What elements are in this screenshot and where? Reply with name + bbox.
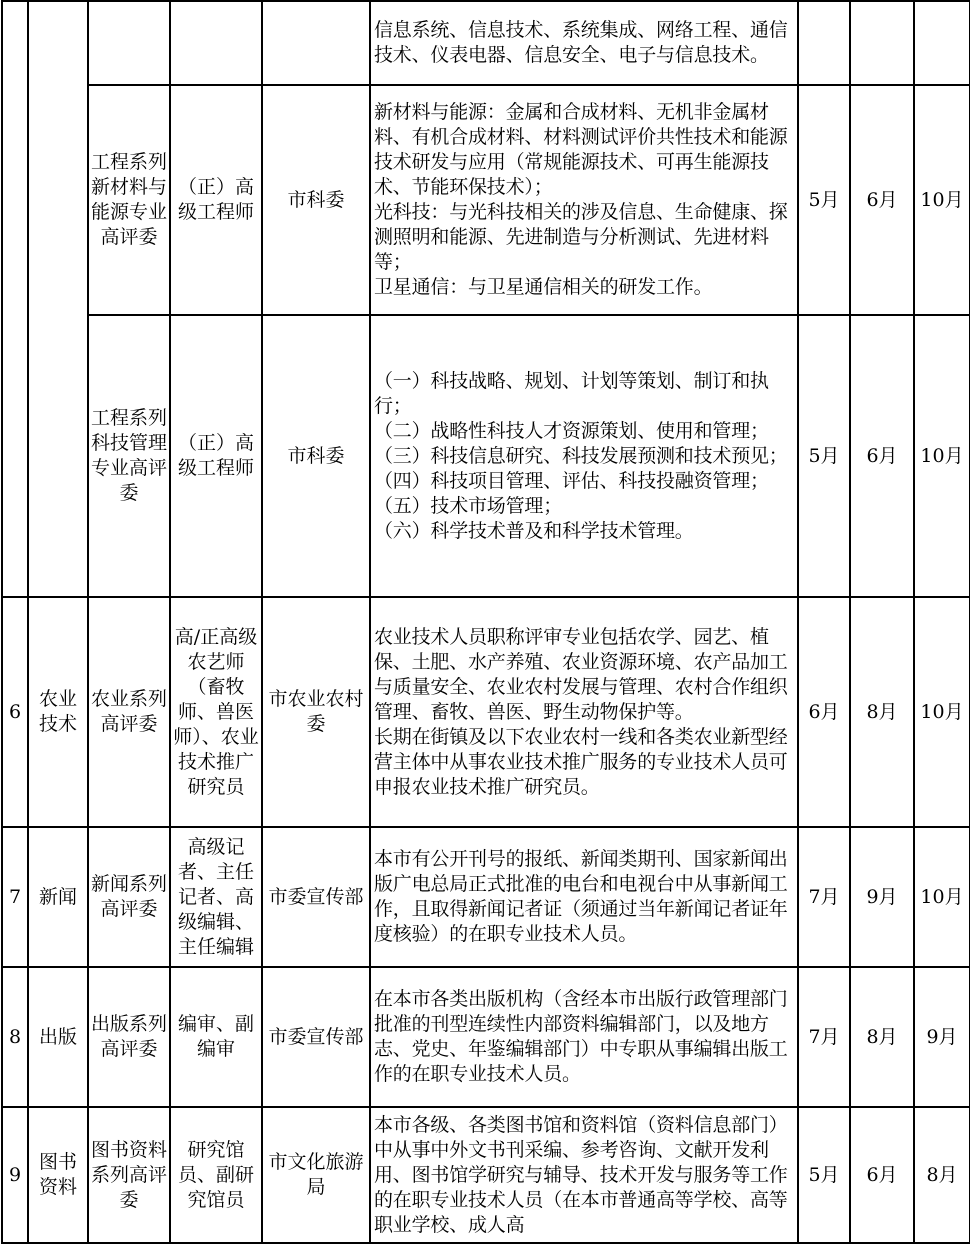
result-month-cell: 10月 [914, 597, 970, 827]
review-month-cell [850, 1, 914, 85]
row-number [2, 1, 28, 597]
scope-paragraph: （四）科技项目管理、评估、科技投融资管理； [374, 469, 769, 492]
scope-paragraph: （一）科技战略、规划、计划等策划、制订和执行； [374, 369, 769, 417]
committee-cell: 工程系列新材料与能源专业高评委 [88, 85, 170, 315]
scope-paragraph: （五）技术市场管理； [374, 494, 563, 517]
title-cell: （正）高级工程师 [170, 315, 262, 597]
review-month-cell: 6月 [850, 85, 914, 315]
scope-paragraph: （二）战略性科技人才资源策划、使用和管理； [374, 419, 769, 442]
result-month-cell [914, 1, 970, 85]
result-month-cell: 8月 [914, 1107, 970, 1243]
scope-cell [370, 597, 798, 827]
organizer-cell [262, 1, 370, 85]
row-number: 8 [2, 967, 28, 1107]
scope-cell [370, 827, 798, 967]
organizer-cell: 市科委 [262, 315, 370, 597]
row-number: 6 [2, 597, 28, 827]
scope-cell [370, 315, 798, 597]
table-row [2, 85, 970, 315]
organizer-cell: 市科委 [262, 85, 370, 315]
scope-cell [370, 85, 798, 315]
row-number: 9 [2, 1107, 28, 1243]
table-row [2, 1, 970, 85]
committee-cell: 工程系列科技管理专业高评委 [88, 315, 170, 597]
committee-cell: 新闻系列高评委 [88, 827, 170, 967]
declare-month-cell: 5月 [798, 315, 850, 597]
review-month-cell: 6月 [850, 1107, 914, 1243]
table-row [2, 597, 970, 827]
scope-paragraph: （六）科学技术普及和科学技术管理。 [374, 519, 694, 542]
scope-paragraph: 卫星通信：与卫星通信相关的研发工作。 [374, 276, 713, 298]
table-row [2, 315, 970, 597]
scope-paragraph: 本市有公开刊号的报纸、新闻类期刊、国家新闻出版广电总局正式批准的电台和电视台中从事新闻工作，且取得新闻记者证（须通过当年新闻记者证年度核验）的在职专业技术人员。 [374, 848, 788, 945]
scope-cell [370, 1107, 798, 1243]
category-cell: 农业技术 [28, 597, 88, 827]
declare-month-cell: 5月 [798, 1107, 850, 1243]
scope-paragraph: （三）科技信息研究、科技发展预测和技术预见； [374, 444, 788, 467]
title-cell: 高/正高级农艺师（畜牧师、兽医师）、农业技术推广研究员 [170, 597, 262, 827]
title-cell: 研究馆员、副研究馆员 [170, 1107, 262, 1243]
committee-cell [88, 1, 170, 85]
scope-paragraph: 农业技术人员职称评审专业包括农学、园艺、植保、土肥、水产养殖、农业资源环境、农产品加工与质量安全、农业农村发展与管理、农村合作组织管理、畜牧、兽医、野生动物保护等。 [374, 625, 788, 723]
title-cell [170, 1, 262, 85]
result-month-cell: 10月 [914, 827, 970, 967]
declare-month-cell: 5月 [798, 85, 850, 315]
review-month-cell: 6月 [850, 315, 914, 597]
title-cell: （正）高级工程师 [170, 85, 262, 315]
result-month-cell: 10月 [914, 85, 970, 315]
declare-month-cell: 7月 [798, 827, 850, 967]
committee-cell: 出版系列高评委 [88, 967, 170, 1107]
result-month-cell: 10月 [914, 315, 970, 597]
declare-month-cell: 7月 [798, 967, 850, 1107]
table-row [2, 967, 970, 1107]
scope-paragraph: 信息系统、信息技术、系统集成、网络工程、通信技术、仪表电器、信息安全、电子与信息技术。 [374, 19, 788, 66]
declare-month-cell: 6月 [798, 597, 850, 827]
title-cell: 编审、副编审 [170, 967, 262, 1107]
result-month-cell: 9月 [914, 967, 970, 1107]
scope-cell [370, 1, 798, 85]
review-month-cell: 8月 [850, 597, 914, 827]
table-row [2, 827, 970, 967]
committee-cell: 农业系列高评委 [88, 597, 170, 827]
scope-paragraph: 长期在街镇及以下农业农村一线和各类农业新型经营主体中从事农业技术推广服务的专业技术人员可申报农业技术推广研究员。 [374, 725, 788, 798]
committee-cell: 图书资料系列高评委 [88, 1107, 170, 1243]
organizer-cell: 市委宣传部 [262, 967, 370, 1107]
scope-paragraph: 新材料与能源：金属和合成材料、无机非金属材料、有机合成材料、材料测试评价共性技术和能源技术研发与应用（常规能源技术、可再生能源技术、节能环保技术）； [374, 101, 788, 198]
scope-paragraph: 在本市各类出版机构（含经本市出版行政管理部门批准的刊型连续性内部资料编辑部门，以及地方志、党史、年鉴编辑部门）中专职从事编辑出版工作的在职专业技术人员。 [374, 988, 788, 1085]
category-cell [28, 1, 88, 597]
title-cell: 高级记者、主任记者、高级编辑、主任编辑 [170, 827, 262, 967]
review-month-cell: 9月 [850, 827, 914, 967]
scope-paragraph: 本市各级、各类图书馆和资料馆（资料信息部门）中从事中外文书刊采编、参考咨询、文献开发利用、图书馆学研究与辅导、技术开发与服务等工作的在职专业技术人员（在本市普通高等学校、高等职业学校、成人高 [374, 1113, 788, 1236]
organizer-cell: 市委宣传部 [262, 827, 370, 967]
scope-paragraph: 光科技：与光科技相关的涉及信息、生命健康、探测照明和能源、先进制造与分析测试、先进材料等； [374, 201, 788, 273]
category-cell: 图书资料 [28, 1107, 88, 1243]
table-row [2, 1107, 970, 1243]
organizer-cell: 市农业农村委 [262, 597, 370, 827]
evaluation-schedule-table [1, 0, 970, 1244]
scope-cell [370, 967, 798, 1107]
declare-month-cell [798, 1, 850, 85]
category-cell: 出版 [28, 967, 88, 1107]
category-cell: 新闻 [28, 827, 88, 967]
row-number: 7 [2, 827, 28, 967]
review-month-cell: 8月 [850, 967, 914, 1107]
organizer-cell: 市文化旅游局 [262, 1107, 370, 1243]
